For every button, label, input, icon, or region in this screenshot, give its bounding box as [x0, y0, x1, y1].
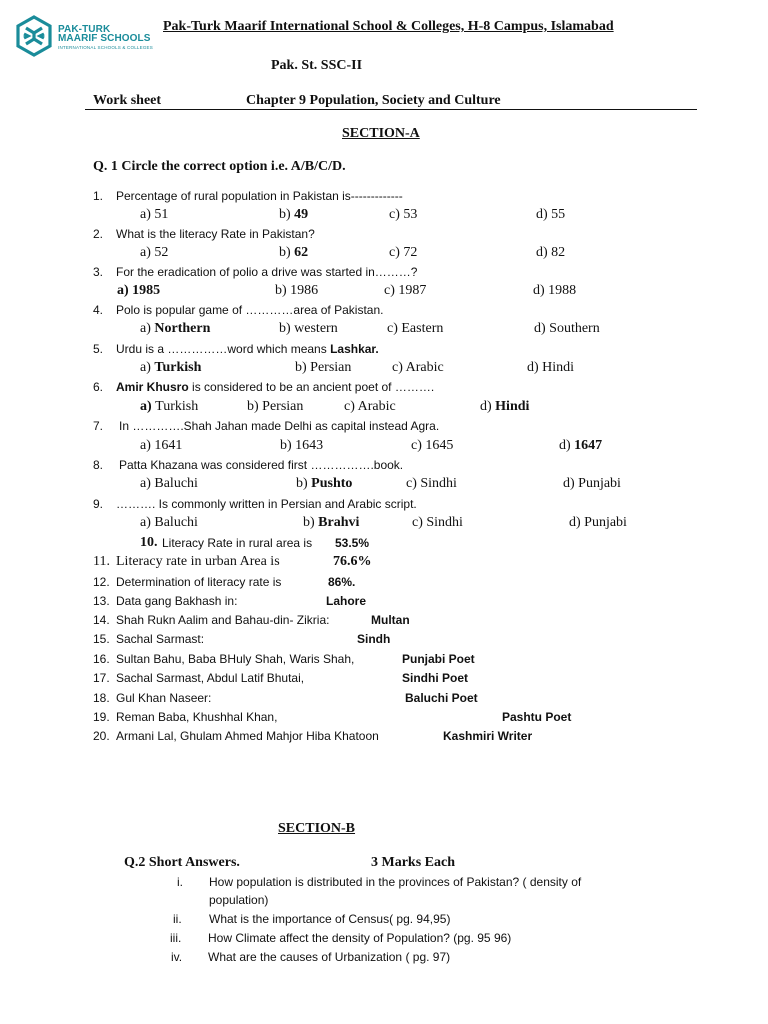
option-b: b) Persian — [247, 399, 304, 414]
school-logo-icon — [12, 14, 56, 58]
section-a-title: SECTION-A — [342, 126, 420, 141]
item-number: 18. — [93, 691, 110, 705]
option-b-label: b) — [279, 207, 295, 222]
option-a: Turkish — [155, 399, 199, 414]
question-text-continued: population) — [209, 893, 269, 907]
item-text: Sachal Sarmast: — [116, 632, 205, 646]
question-keyword: Amir Khusro — [116, 380, 189, 394]
item-number: 1. — [93, 189, 104, 203]
header-divider — [85, 109, 697, 110]
option-d: d) 82 — [536, 245, 566, 260]
option-c: c) 53 — [389, 207, 418, 222]
option-d: d) 55 — [536, 207, 566, 222]
option-d: d) Punjabi — [563, 476, 621, 491]
item-text: Literacy Rate in rural area is — [162, 536, 313, 550]
marks-label: 3 Marks Each — [371, 855, 455, 870]
logo-wordmark — [58, 25, 153, 52]
school-name: Pak-Turk Maarif International School & Colleges, H-8 Campus, Islamabad — [163, 19, 614, 34]
item-answer: 53.5% — [335, 536, 370, 550]
question-text: Polo is popular game of …………area of Pakistan. — [116, 303, 384, 317]
item-text: Armani Lal, Ghulam Ahmed Mahjor Hiba Khatoon — [116, 729, 379, 743]
item-text: Shah Rukn Aalim and Bahau-din- Zikria: — [116, 613, 330, 627]
item-number: 14. — [93, 613, 110, 627]
item-number: 19. — [93, 710, 110, 724]
option-d-label: d) — [480, 399, 496, 414]
option-d: d) 1988 — [533, 283, 577, 298]
option-a: a) 1641 — [140, 438, 183, 453]
question-text: Percentage of rural population in Pakistan is------------- — [116, 189, 403, 203]
option-b: b) 1643 — [280, 438, 324, 453]
question-text: What are the causes of Urbanization ( pg. 97) — [208, 950, 451, 964]
item-number: 10. — [140, 535, 158, 550]
question-text: In ………….Shah Jahan made Delhi as capital instead Agra. — [119, 419, 440, 433]
option-c: c) 1987 — [384, 283, 427, 298]
item-answer: Punjabi Poet — [402, 652, 475, 666]
question-text: is considered to be an ancient poet of ………. — [188, 380, 435, 394]
item-number: 4. — [93, 303, 104, 317]
item-answer: Multan — [371, 613, 410, 627]
option-c: c) Arabic — [392, 360, 444, 375]
question-keyword: Lashkar. — [330, 342, 379, 356]
option-d-answer: 1647 — [574, 438, 603, 453]
question-text: How population is distributed in the provinces of Pakistan? ( density of — [209, 875, 582, 889]
item-text: Gul Khan Naseer: — [116, 691, 212, 705]
option-b-label: b) — [296, 476, 312, 491]
worksheet-label: Work sheet — [93, 93, 162, 108]
option-c: c) 1645 — [411, 438, 454, 453]
item-number: 17. — [93, 671, 110, 685]
question-text: Patta Khazana was considered first …………….book. — [119, 458, 404, 472]
option-d-label: d) — [559, 438, 575, 453]
item-number: 11. — [93, 554, 110, 569]
option-d: d) Hindi — [527, 360, 575, 375]
option-a: a) 52 — [140, 245, 169, 260]
option-b: b) Persian — [295, 360, 352, 375]
item-number: 6. — [93, 380, 104, 394]
option-b-answer: Pushto — [311, 476, 353, 491]
option-a-answer: Northern — [154, 321, 211, 336]
item-text: Data gang Bakhash in: — [116, 594, 238, 608]
chapter-title: Chapter 9 Population, Society and Culture — [246, 93, 501, 108]
logo-line-1: PAK-TURK — [58, 24, 111, 35]
item-number: i. — [177, 875, 183, 889]
option-c: c) Sindhi — [406, 476, 457, 491]
item-answer: Baluchi Poet — [405, 691, 478, 705]
option-d: d) Punjabi — [569, 515, 627, 530]
option-a-label: a) — [140, 360, 155, 375]
option-d-answer: Hindi — [495, 399, 530, 414]
item-answer: Lahore — [326, 594, 367, 608]
item-number: 12. — [93, 575, 110, 589]
item-number: 5. — [93, 342, 104, 356]
option-a: a) Baluchi — [140, 515, 198, 530]
item-answer: Sindhi Poet — [402, 671, 468, 685]
item-number: 16. — [93, 652, 110, 666]
option-c: c) Eastern — [387, 321, 444, 336]
question-text: Urdu is a ……………word which means — [116, 342, 331, 356]
option-a-answer: a) 1985 — [117, 283, 161, 298]
item-number: iii. — [170, 931, 182, 945]
option-b-answer: Brahvi — [318, 515, 360, 530]
question-1-heading: Q. 1 Circle the correct option i.e. A/B/C/D. — [93, 159, 346, 174]
item-number: 8. — [93, 458, 104, 472]
item-number: 15. — [93, 632, 110, 646]
question-text: ………. Is commonly written in Persian and Arabic script. — [116, 497, 417, 511]
question-text: What is the literacy Rate in Pakistan? — [116, 227, 315, 241]
item-text: Sultan Bahu, Baba BHuly Shah, Waris Shah, — [116, 652, 355, 666]
item-answer: Pashtu Poet — [502, 710, 572, 724]
item-answer: Sindh — [357, 632, 391, 646]
option-a: a) 51 — [140, 207, 169, 222]
item-text: Literacy rate in urban Area is — [116, 554, 280, 569]
option-b-answer: 49 — [294, 207, 309, 222]
question-text: How Climate affect the density of Population? (pg. 95 96) — [208, 931, 512, 945]
question-text: For the eradication of polio a drive was started in………? — [116, 265, 418, 279]
option-c: c) Sindhi — [412, 515, 463, 530]
item-number: ii. — [173, 912, 182, 926]
option-a: a) Baluchi — [140, 476, 198, 491]
item-text: Reman Baba, Khushhal Khan, — [116, 710, 278, 724]
item-text: Determination of literacy rate is — [116, 575, 282, 589]
item-number: 9. — [93, 497, 104, 511]
item-number: 13. — [93, 594, 110, 608]
item-answer: 76.6% — [333, 554, 372, 569]
item-answer: 86%. — [328, 575, 356, 589]
item-number: 20. — [93, 729, 110, 743]
subject-title: Pak. St. SSC-II — [271, 58, 363, 73]
option-b: b) 1986 — [275, 283, 319, 298]
option-a-label: a) — [140, 399, 156, 414]
item-number: 7. — [93, 419, 104, 433]
item-text: Sachal Sarmast, Abdul Latif Bhutai, — [116, 671, 305, 685]
option-b-label: b) — [303, 515, 319, 530]
question-text: What is the importance of Census( pg. 94,95) — [209, 912, 451, 926]
logo-line-3: INTERNATIONAL SCHOOLS & COLLEGES — [58, 45, 153, 50]
option-c: c) Arabic — [344, 399, 396, 414]
option-b-answer: 62 — [294, 245, 309, 260]
option-a-answer: Turkish — [154, 360, 202, 375]
option-c: c) 72 — [389, 245, 418, 260]
option-b: b) western — [279, 321, 338, 336]
option-b-label: b) — [279, 245, 295, 260]
item-number: 2. — [93, 227, 104, 241]
logo-line-2: MAARIF SCHOOLS — [58, 33, 151, 44]
option-a-label: a) — [140, 321, 155, 336]
item-answer: Kashmiri Writer — [443, 729, 533, 743]
option-d: d) Southern — [534, 321, 600, 336]
item-number: 3. — [93, 265, 104, 279]
item-number: iv. — [171, 950, 183, 964]
question-2-heading: Q.2 Short Answers. — [124, 855, 240, 870]
section-b-title: SECTION-B — [278, 821, 356, 836]
